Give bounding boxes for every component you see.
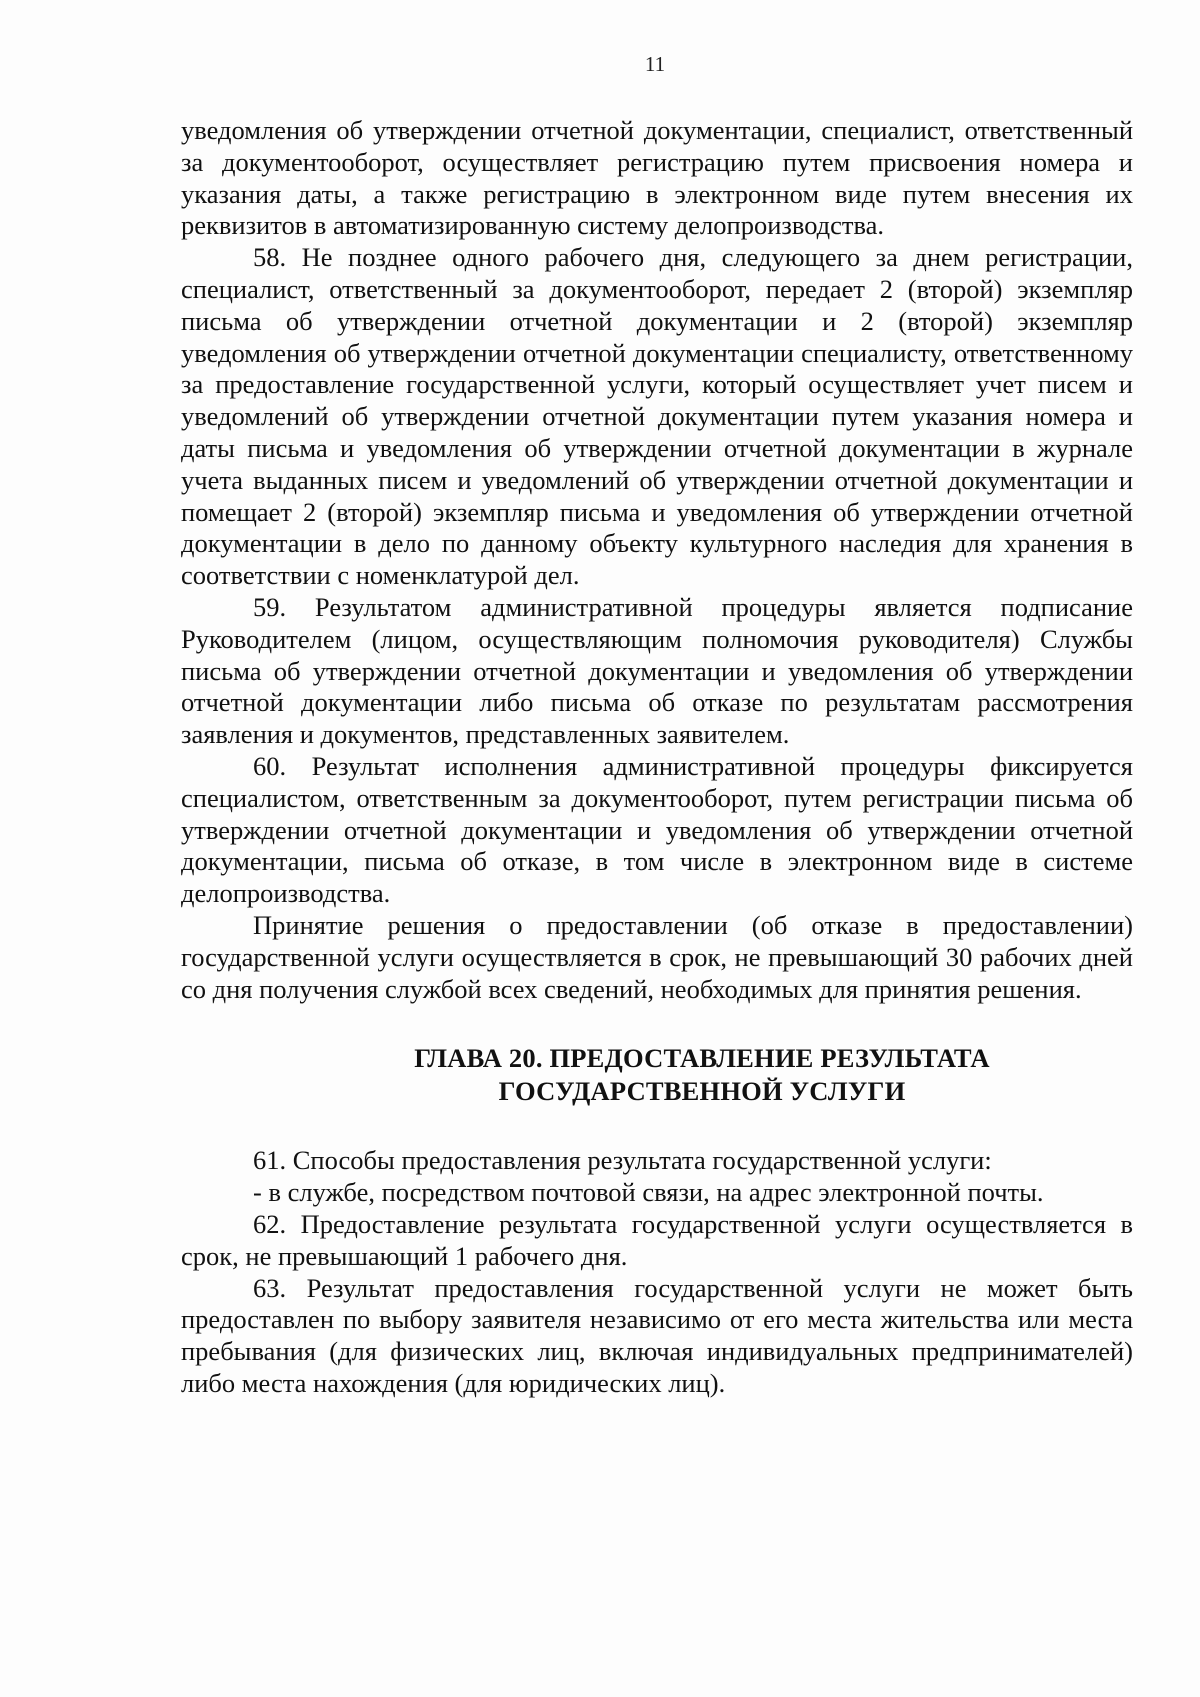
paragraph-61: 61. Способы предоставления результата государственной услуги: [253,1145,992,1176]
chapter-heading-line-1: ГЛАВА 20. ПРЕДОСТАВЛЕНИЕ РЕЗУЛЬТАТА [414,1043,990,1074]
chapter-heading [181,1042,1133,1108]
paragraph-62: 62. Предоставление результата государственной услуги осуществляется в срок, не превышающий 1 рабочего дня. [181,1208,1133,1271]
document-body [181,115,1133,1400]
paragraph-61-item: - в службе, посредством почтовой связи, на адрес электронной почты. [253,1177,1044,1208]
chapter-heading-line-2: ГОСУДАРСТВЕННОЙ УСЛУГИ [498,1076,906,1107]
paragraph-58: 58. Не позднее одного рабочего дня, следующего за днем регистрации, специалист, ответственный за документооборот, передает 2 (второй) экземпляр письма об утверждении отчетной документации и 2 (второй) экземпляр уведомления об утверждении отчетной документации специалисту, ответственному за предоставление государственной услуги, который осуществляет учет писем и уведомлений об утверждении отчетной документации путем указания номера и даты письма и уведомления об утверждении отчетной документации в журнале учета выданных писем и уведомлений об утверждении отчетной документации и помещает 2 (второй) экземпляр письма и уведомления об утверждении отчетной документации в дело по данному объекту культурного наследия для хранения в соответствии с номенклатурой дел. [181,242,1133,591]
paragraph-59: 59. Результатом административной процедуры является подписание Руководителем (лицом, осуществляющим полномочия руководителя) Службы письма об утверждении отчетной документации и уведомления об утверждении отчетной документации либо письма об отказе по результатам рассмотрения заявления и документов, представленных заявителем. [181,591,1133,750]
paragraph-63: 63. Результат предоставления государственной услуги не может быть предоставлен по выбору заявителя независимо от его места жительства или места пребывания (для физических лиц, включая индивидуальных предпринимателей) либо места нахождения (для юридических лиц). [181,1272,1133,1398]
page-number: 11 [644,52,666,76]
paragraph-60: 60. Результат исполнения административной процедуры фиксируется специалистом, ответственным за документооборот, путем регистрации письма об утверждении отчетной документации и уведомления об утверждении отчетной документации, письма об отказе, в том числе в электронном виде в системе делопроизводства. [181,750,1133,909]
paragraph-continuation: уведомления об утверждении отчетной документации, специалист, ответственный за документооборот, осуществляет регистрацию путем присвоения номера и указания даты, а также регистрацию в электронном виде путем внесения их реквизитов в автоматизированную систему делопроизводства. [181,115,1133,241]
paragraph-decision-term: Принятие решения о предоставлении (об отказе в предоставлении) государственной услуги осуществляется в срок, не превышающий 30 рабочих дней со дня получения службой всех сведений, необходимых для принятия решения. [181,909,1133,1004]
